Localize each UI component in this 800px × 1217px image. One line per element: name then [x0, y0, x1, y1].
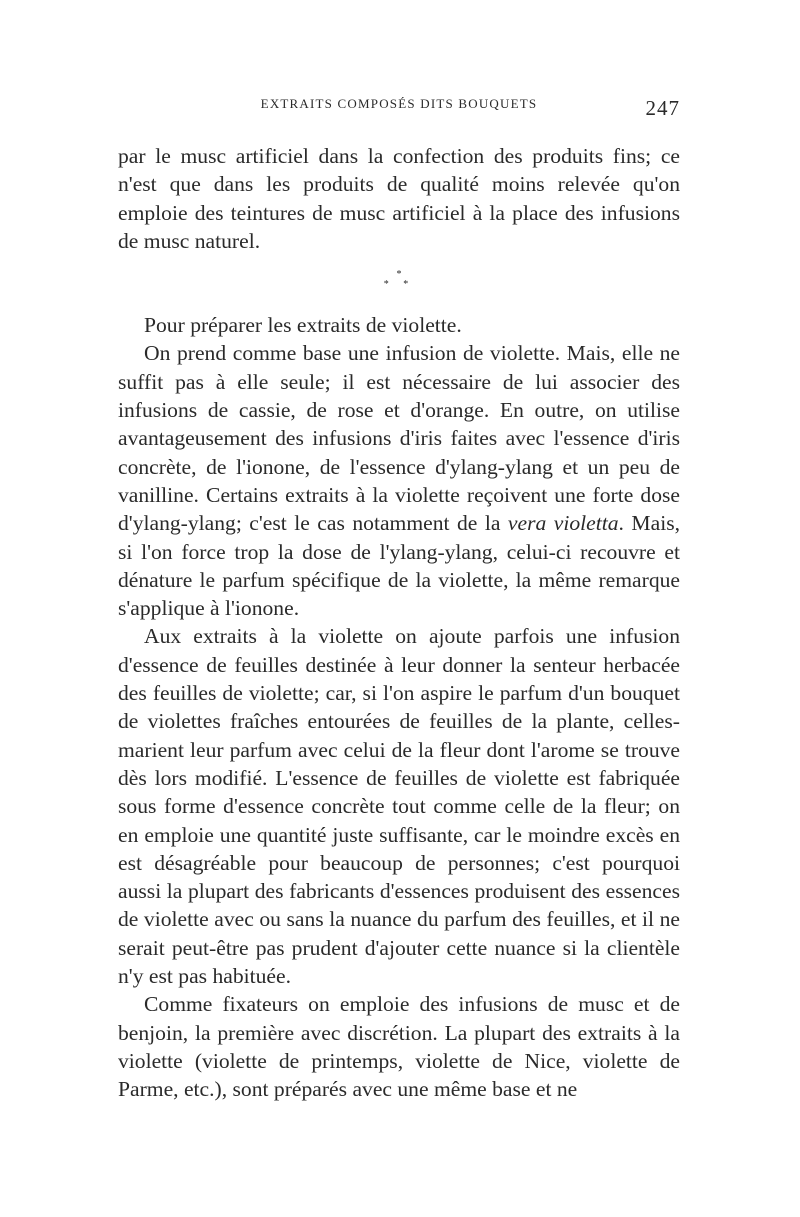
paragraph-base-violette — [118, 339, 680, 622]
body-text — [118, 142, 680, 1104]
running-head: EXTRAITS COMPOSÉS DITS BOUQUETS — [260, 96, 538, 111]
italic-term: vera violetta — [507, 511, 619, 536]
asterism-top: * — [396, 269, 402, 281]
paragraph-text: On prend comme base une infusion de violette. Mais, elle ne suffit pas à elle seule; il est nécessaire de lui associer des infusions de cassie, de rose et d'orange. En outre, on utilise avantageusement des infusions d'iris faites avec l'essence d'iris concrète, de l'ionone, de l'essence d'ylang-ylang et un peu de vanilline. Certains extraits à la violette reçoivent une forte dose d'ylang-ylang; c'est le cas notamment de la — [118, 341, 680, 536]
page-header — [118, 96, 680, 121]
asterism — [118, 255, 680, 311]
paragraph-continuation: par le musc artificiel dans la confection des produits fins; ce n'est que dans les produits de qualité moins relevée qu'on emploie des teintures de musc artificiel à la place des infusions de musc naturel. — [118, 144, 680, 253]
paragraph-feuilles: Aux extraits à la violette on ajoute parfois une infusion d'essence de feuilles destinée à leur donner la senteur herbacée des feuilles de violette; car, si l'on aspire le parfum d'un bouquet de violettes fraîches entourées de feuilles de la plante, celles-marient leur parfum avec celui de la fleur dont l'arome se trouve dès lors modifié. L'essence de feuilles de violette est fabriquée sous forme d'essence concrète tout comme celle de la fleur; on en emploie une quantité juste suffisante, car le moindre excès en est désagréable pour beaucoup de personnes; c'est pourquoi aussi la plupart des fabricants d'essences produisent des essences de violette avec ou sans la nuance du parfum des feuilles, et il ne serait peut-être pas prudent d'ajouter cette nuance si la clientèle n'y est pas habituée. — [118, 624, 680, 989]
paragraph-text: . Mais, si l'on force trop la dose de l'ylang-ylang, celui-ci recouvre et dénature le parfum spécifique de la violette, la même remarque s'applique à l'ionone. — [118, 511, 680, 621]
paragraph-fixateurs: Comme fixateurs on emploie des infusions de musc et de benjoin, la première avec discrétion. La plupart des extraits à la violette (violette de printemps, violette de Nice, violette de Parme, etc.), sont préparés avec une même base et ne — [118, 992, 680, 1102]
page-number: 247 — [645, 96, 680, 120]
paragraph-heading-violette: Pour préparer les extraits de violette. — [144, 313, 462, 338]
asterism-bottom: * * — [383, 279, 415, 291]
